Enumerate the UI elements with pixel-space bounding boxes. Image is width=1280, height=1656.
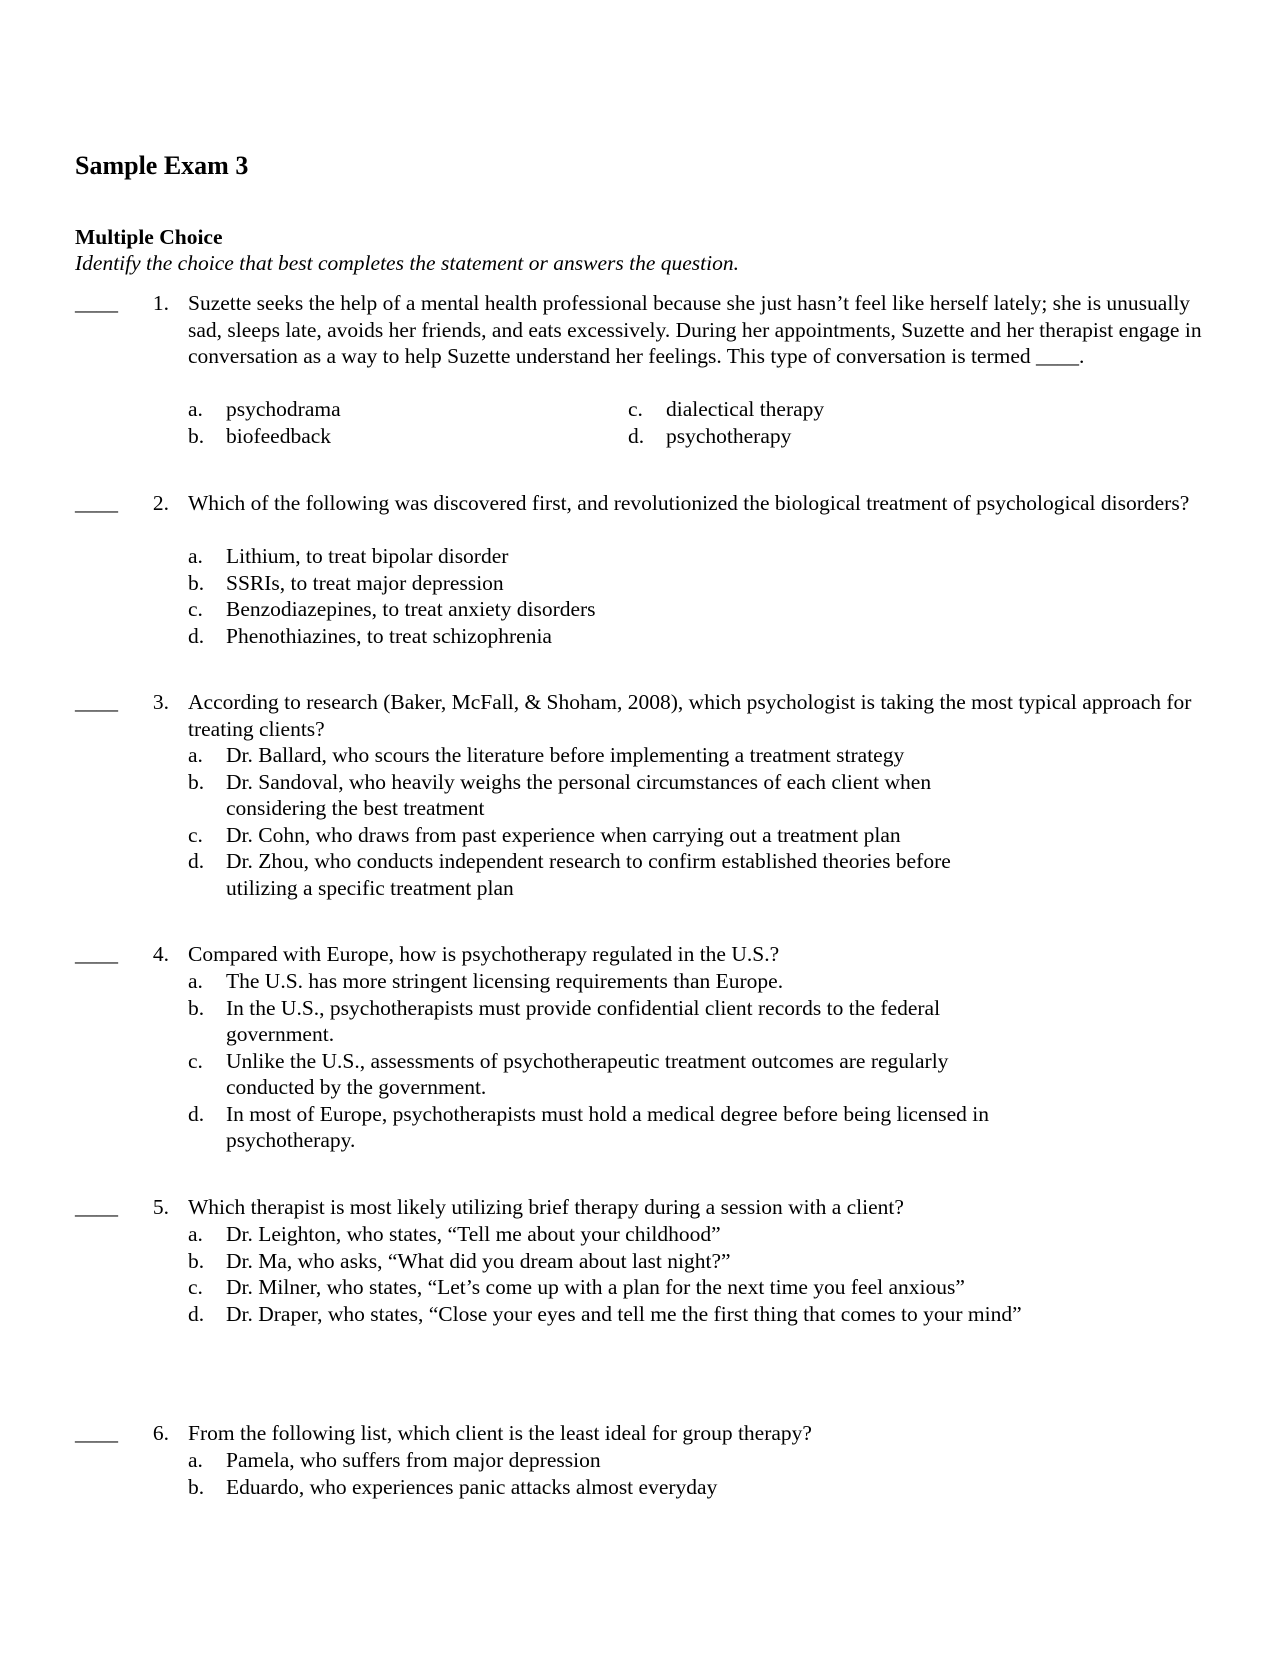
choice-letter: b.	[188, 995, 205, 1020]
choice-b	[188, 423, 626, 450]
question-text: Which of the following was discovered first, and revolutionized the biological treatment of psychological disorders?	[188, 491, 1190, 515]
choice-b	[188, 1474, 1026, 1501]
choice-letter: a.	[188, 969, 203, 993]
choice-text: psychodrama	[226, 397, 341, 421]
question-text: From the following list, which client is the least ideal for group therapy?	[188, 1421, 812, 1445]
question-number: 2.	[152, 491, 169, 515]
answer-blank: ____	[75, 491, 118, 515]
choice-b	[188, 1248, 1026, 1275]
choice-letter: b.	[188, 423, 205, 448]
choice-c	[188, 1274, 1026, 1301]
question-number: 6.	[152, 1421, 169, 1445]
choice-letter: a.	[188, 1448, 203, 1472]
choice-text: Dr. Milner, who states, “Let’s come up with a plan for the next time you feel anxious”	[226, 1275, 965, 1299]
choice-letter: c.	[188, 1275, 203, 1299]
choice-text: In the U.S., psychotherapists must provide confidential client records to the federal government.	[226, 995, 941, 1046]
choice-letter: a.	[188, 743, 203, 767]
choice-a	[188, 968, 1026, 995]
choice-text: Dr. Zhou, who conducts independent research to confirm established theories before utilizing a specific treatment plan	[226, 849, 951, 900]
choice-text: Dr. Sandoval, who heavily weighs the personal circumstances of each client when considering the best treatment	[226, 769, 932, 820]
choice-text: Eduardo, who experiences panic attacks almost everyday	[226, 1474, 718, 1499]
choice-text: Dr. Draper, who states, “Close your eyes and tell me the first thing that comes to your mind”	[226, 1301, 1022, 1326]
choice-letter: b.	[188, 1248, 205, 1273]
question-number: 4.	[152, 942, 169, 966]
choice-letter: d.	[188, 623, 205, 648]
question-number: 1.	[152, 291, 169, 315]
choice-letter: d.	[188, 849, 205, 873]
choice-list	[188, 543, 1026, 649]
choice-text: Dr. Ma, who asks, “What did you dream about last night?”	[226, 1248, 731, 1273]
answer-blank: ____	[75, 291, 118, 315]
section-heading: Multiple Choice	[75, 225, 223, 249]
choice-letter: b.	[188, 769, 205, 794]
question-text: Which therapist is most likely utilizing brief therapy during a session with a client?	[188, 1195, 904, 1219]
choice-letter: d.	[188, 1101, 205, 1126]
question-text: Suzette seeks the help of a mental health professional because she just hasn’t feel like herself lately; she is unusually sad, sleeps late, avoids her friends, and eats excessively. During her appointments, Suzette and her therapist engage in conversation as a way to help Suzette understand her feelings. This type of conversation is termed ____.	[188, 291, 1202, 368]
choice-text: Dr. Cohn, who draws from past experience when carrying out a treatment plan	[226, 822, 901, 847]
choice-d	[188, 848, 1026, 901]
choice-text: SSRIs, to treat major depression	[226, 570, 504, 595]
choice-d	[188, 1101, 1026, 1154]
choice-text: psychotherapy	[666, 423, 792, 448]
choice-letter: d.	[628, 423, 645, 448]
choice-text: In most of Europe, psychotherapists must hold a medical degree before being licensed in psychotherapy.	[226, 1101, 990, 1152]
choice-list	[188, 1447, 1026, 1500]
choice-c	[628, 396, 1066, 423]
choice-text: Benzodiazepines, to treat anxiety disorders	[226, 597, 596, 621]
choice-text: biofeedback	[226, 423, 332, 448]
choice-list	[188, 1221, 1026, 1327]
choice-text: Pamela, who suffers from major depression	[226, 1448, 601, 1472]
choice-a	[188, 742, 1026, 769]
choice-letter: c.	[188, 597, 203, 621]
choice-text: Dr. Leighton, who states, “Tell me about your childhood”	[226, 1222, 721, 1246]
answer-blank: ____	[75, 942, 118, 966]
choice-text: The U.S. has more stringent licensing requirements than Europe.	[226, 969, 784, 993]
question-number: 5.	[152, 1195, 169, 1219]
choice-text: Dr. Ballard, who scours the literature before implementing a treatment strategy	[226, 743, 905, 767]
choice-text: Unlike the U.S., assessments of psychotherapeutic treatment outcomes are regularly conducted by the government.	[226, 1048, 949, 1099]
choice-letter: c.	[188, 822, 203, 847]
choice-text: dialectical therapy	[666, 397, 825, 421]
choice-b	[188, 769, 1026, 822]
page-title: Sample Exam 3	[75, 151, 249, 180]
choice-d	[628, 423, 1066, 450]
answer-blank: ____	[75, 1195, 118, 1219]
choice-c	[188, 822, 1026, 849]
choice-d	[188, 1301, 1026, 1328]
choice-a	[188, 1221, 1026, 1248]
choice-letter: a.	[188, 544, 203, 568]
choice-d	[188, 623, 1026, 650]
question-text: According to research (Baker, McFall, & Shoham, 2008), which psychologist is taking the most typical approach for treating clients?	[188, 690, 1192, 741]
question-number: 3.	[152, 690, 169, 714]
choice-letter: b.	[188, 570, 205, 595]
choice-letter: a.	[188, 1222, 203, 1246]
choice-list	[188, 742, 1026, 901]
choice-b	[188, 995, 1026, 1048]
choice-c	[188, 1048, 1026, 1101]
choice-text: Phenothiazines, to treat schizophrenia	[226, 623, 552, 648]
choice-letter: d.	[188, 1301, 205, 1326]
choice-b	[188, 570, 1026, 597]
answer-blank: ____	[75, 1421, 118, 1445]
answer-blank: ____	[75, 690, 118, 714]
instructions: Identify the choice that best completes the statement or answers the question.	[75, 251, 739, 275]
choice-a	[188, 396, 626, 423]
question-text: Compared with Europe, how is psychotherapy regulated in the U.S.?	[188, 942, 780, 966]
choice-c	[188, 596, 1026, 623]
choice-list	[188, 396, 1068, 449]
choice-letter: c.	[628, 397, 643, 421]
choice-letter: c.	[188, 1048, 203, 1073]
choice-letter: a.	[188, 397, 203, 421]
choice-list	[188, 968, 1026, 1154]
choice-letter: b.	[188, 1474, 205, 1499]
choice-a	[188, 543, 1026, 570]
choice-text: Lithium, to treat bipolar disorder	[226, 544, 509, 568]
choice-a	[188, 1447, 1026, 1474]
